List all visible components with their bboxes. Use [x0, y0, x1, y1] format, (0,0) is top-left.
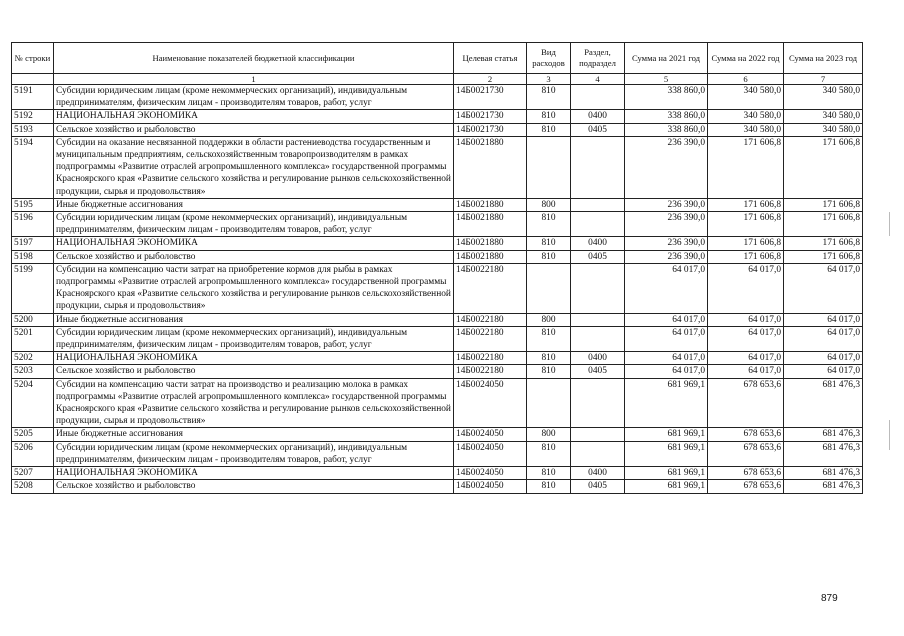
table-row — [12, 212, 863, 237]
sum-2022: 171 606,8 — [708, 237, 784, 250]
expense-type: 810 — [527, 480, 571, 493]
table-row — [12, 441, 863, 466]
table-row — [12, 480, 863, 493]
target-item-code: 14Б0024050 — [454, 378, 527, 428]
sum-2022: 171 606,8 — [708, 198, 784, 211]
section-code — [571, 263, 625, 313]
target-item-code: 14Б0021880 — [454, 198, 527, 211]
sum-2021: 681 969,1 — [625, 378, 708, 428]
sum-2023: 681 476,3 — [784, 428, 863, 441]
sum-2023: 681 476,3 — [784, 480, 863, 493]
target-item-code: 14Б0022180 — [454, 365, 527, 378]
target-item-code: 14Б0021880 — [454, 136, 527, 198]
section-code — [571, 441, 625, 466]
sum-2023: 340 580,0 — [784, 85, 863, 110]
column-number: 1 — [54, 74, 454, 85]
target-item-code: 14Б0021880 — [454, 250, 527, 263]
sum-2021: 681 969,1 — [625, 480, 708, 493]
indicator-name: НАЦИОНАЛЬНАЯ ЭКОНОМИКА — [54, 467, 454, 480]
expense-type: 810 — [527, 467, 571, 480]
sum-2023: 64 017,0 — [784, 352, 863, 365]
header-sum-2022: Сумма на 2022 год — [708, 43, 784, 74]
sum-2023: 171 606,8 — [784, 250, 863, 263]
section-code: 0400 — [571, 467, 625, 480]
sum-2022: 340 580,0 — [708, 85, 784, 110]
sum-2022: 678 653,6 — [708, 378, 784, 428]
sum-2021: 64 017,0 — [625, 352, 708, 365]
row-number: 5202 — [12, 352, 54, 365]
expense-type: 810 — [527, 326, 571, 351]
row-number: 5193 — [12, 123, 54, 136]
sum-2021: 236 390,0 — [625, 212, 708, 237]
indicator-name: Субсидии на компенсацию части затрат на производство и реализацию молока в рамках подпрограммы «Развитие отраслей агропромышленного комплекса» государственной программы Красноярского края «Развитие сельского хозяйства и регулирование рынков сельскохозяйственной продукции, сырья и продовольствия» — [54, 378, 454, 428]
sum-2022: 64 017,0 — [708, 326, 784, 351]
indicator-name: Субсидии юридическим лицам (кроме некоммерческих организаций), индивидуальным предпринимателям, физическим лицам - производителям товаров, работ, услуг — [54, 326, 454, 351]
column-number: 4 — [571, 74, 625, 85]
sum-2023: 64 017,0 — [784, 326, 863, 351]
header-indicator-name: Наименование показателей бюджетной классификации — [54, 43, 454, 74]
sum-2021: 236 390,0 — [625, 198, 708, 211]
section-code — [571, 428, 625, 441]
target-item-code: 14Б0021730 — [454, 123, 527, 136]
sum-2021: 681 969,1 — [625, 441, 708, 466]
expense-type — [527, 136, 571, 198]
indicator-name: Сельское хозяйство и рыболовство — [54, 365, 454, 378]
section-code: 0400 — [571, 237, 625, 250]
row-number: 5197 — [12, 237, 54, 250]
sum-2021: 64 017,0 — [625, 365, 708, 378]
column-number — [12, 74, 54, 85]
column-number: 3 — [527, 74, 571, 85]
page-number: 879 — [821, 593, 838, 604]
indicator-name: Сельское хозяйство и рыболовство — [54, 480, 454, 493]
section-code — [571, 326, 625, 351]
row-number: 5207 — [12, 467, 54, 480]
section-code — [571, 378, 625, 428]
section-code: 0405 — [571, 123, 625, 136]
section-code: 0400 — [571, 352, 625, 365]
sum-2022: 340 580,0 — [708, 123, 784, 136]
section-code — [571, 85, 625, 110]
indicator-name: Сельское хозяйство и рыболовство — [54, 123, 454, 136]
section-code: 0405 — [571, 480, 625, 493]
section-code — [571, 313, 625, 326]
expense-type: 810 — [527, 250, 571, 263]
target-item-code: 14Б0022180 — [454, 263, 527, 313]
target-item-code: 14Б0024050 — [454, 467, 527, 480]
header-target-item: Целевая статья — [454, 43, 527, 74]
table-row — [12, 378, 863, 428]
row-number: 5196 — [12, 212, 54, 237]
sum-2022: 171 606,8 — [708, 250, 784, 263]
sum-2023: 171 606,8 — [784, 212, 863, 237]
indicator-name: Субсидии юридическим лицам (кроме некоммерческих организаций), индивидуальным предпринимателям, физическим лицам - производителям товаров, работ, услуг — [54, 212, 454, 237]
table-row — [12, 136, 863, 198]
scan-edge-mark — [889, 212, 890, 236]
sum-2021: 236 390,0 — [625, 136, 708, 198]
table-row — [12, 326, 863, 351]
table-row — [12, 123, 863, 136]
target-item-code: 14Б0021880 — [454, 237, 527, 250]
target-item-code: 14Б0021730 — [454, 110, 527, 123]
sum-2021: 64 017,0 — [625, 326, 708, 351]
table-row — [12, 365, 863, 378]
expense-type — [527, 378, 571, 428]
sum-2023: 64 017,0 — [784, 263, 863, 313]
sum-2023: 681 476,3 — [784, 441, 863, 466]
row-number: 5205 — [12, 428, 54, 441]
sum-2022: 678 653,6 — [708, 467, 784, 480]
row-number: 5204 — [12, 378, 54, 428]
sum-2022: 340 580,0 — [708, 110, 784, 123]
expense-type: 810 — [527, 365, 571, 378]
sum-2023: 340 580,0 — [784, 123, 863, 136]
table-row — [12, 250, 863, 263]
column-number: 7 — [784, 74, 863, 85]
column-number: 2 — [454, 74, 527, 85]
row-number: 5201 — [12, 326, 54, 351]
indicator-name: Субсидии юридическим лицам (кроме некоммерческих организаций), индивидуальным предпринимателям, физическим лицам - производителям товаров, работ, услуг — [54, 85, 454, 110]
section-code — [571, 136, 625, 198]
row-number: 5194 — [12, 136, 54, 198]
sum-2023: 171 606,8 — [784, 198, 863, 211]
indicator-name: НАЦИОНАЛЬНАЯ ЭКОНОМИКА — [54, 110, 454, 123]
target-item-code: 14Б0024050 — [454, 428, 527, 441]
sum-2022: 64 017,0 — [708, 365, 784, 378]
sum-2021: 64 017,0 — [625, 263, 708, 313]
target-item-code: 14Б0021730 — [454, 85, 527, 110]
sum-2021: 681 969,1 — [625, 467, 708, 480]
target-item-code: 14Б0024050 — [454, 441, 527, 466]
expense-type: 800 — [527, 428, 571, 441]
sum-2021: 236 390,0 — [625, 237, 708, 250]
budget-table — [11, 42, 863, 494]
table-row — [12, 352, 863, 365]
indicator-name: Иные бюджетные ассигнования — [54, 428, 454, 441]
scan-edge-mark — [889, 420, 890, 450]
section-code: 0405 — [571, 250, 625, 263]
sum-2022: 64 017,0 — [708, 263, 784, 313]
indicator-name: Субсидии на компенсацию части затрат на приобретение кормов для рыбы в рамках подпрограммы «Развитие отраслей агропромышленного комплекса» государственной программы Красноярского края «Развитие сельского хозяйства и регулирование рынков сельскохозяйственной продукции, сырья и продовольствия» — [54, 263, 454, 313]
expense-type: 800 — [527, 313, 571, 326]
table-row — [12, 110, 863, 123]
target-item-code: 14Б0024050 — [454, 480, 527, 493]
row-number: 5208 — [12, 480, 54, 493]
row-number: 5203 — [12, 365, 54, 378]
target-item-code: 14Б0021880 — [454, 212, 527, 237]
expense-type: 810 — [527, 85, 571, 110]
sum-2023: 681 476,3 — [784, 378, 863, 428]
sum-2022: 171 606,8 — [708, 212, 784, 237]
table-row — [12, 85, 863, 110]
indicator-name: Субсидии на оказание несвязанной поддержки в области растениеводства государственным и муниципальным предприятиям, сельскохозяйственным товаропроизводителям в рамках подпрограммы «Развитие отраслей агропромышленного комплекса» государственной программы Красноярского края «Развитие сельского хозяйства и регулирование рынков сельскохозяйственной продукции, сырья и продовольствия» — [54, 136, 454, 198]
sum-2023: 64 017,0 — [784, 313, 863, 326]
indicator-name: Субсидии юридическим лицам (кроме некоммерческих организаций), индивидуальным предпринимателям, физическим лицам - производителям товаров, работ, услуг — [54, 441, 454, 466]
indicator-name: НАЦИОНАЛЬНАЯ ЭКОНОМИКА — [54, 237, 454, 250]
header-sum-2023: Сумма на 2023 год — [784, 43, 863, 74]
sum-2022: 64 017,0 — [708, 313, 784, 326]
table-row — [12, 467, 863, 480]
expense-type: 800 — [527, 198, 571, 211]
header-row — [12, 43, 863, 74]
header-expense-type: Вид расходов — [527, 43, 571, 74]
sum-2021: 64 017,0 — [625, 313, 708, 326]
sum-2021: 236 390,0 — [625, 250, 708, 263]
expense-type — [527, 263, 571, 313]
table-row — [12, 237, 863, 250]
column-number: 5 — [625, 74, 708, 85]
sum-2022: 678 653,6 — [708, 480, 784, 493]
indicator-name: НАЦИОНАЛЬНАЯ ЭКОНОМИКА — [54, 352, 454, 365]
sum-2023: 340 580,0 — [784, 110, 863, 123]
expense-type: 810 — [527, 110, 571, 123]
sum-2022: 64 017,0 — [708, 352, 784, 365]
target-item-code: 14Б0022180 — [454, 326, 527, 351]
table-row — [12, 428, 863, 441]
header-sum-2021: Сумма на 2021 год — [625, 43, 708, 74]
section-code: 0405 — [571, 365, 625, 378]
sum-2023: 171 606,8 — [784, 237, 863, 250]
indicator-name: Иные бюджетные ассигнования — [54, 313, 454, 326]
expense-type: 810 — [527, 123, 571, 136]
expense-type: 810 — [527, 352, 571, 365]
header-row-number: № строки — [12, 43, 54, 74]
header-section: Раздел, подраздел — [571, 43, 625, 74]
sum-2022: 678 653,6 — [708, 428, 784, 441]
indicator-name: Сельское хозяйство и рыболовство — [54, 250, 454, 263]
row-number: 5191 — [12, 85, 54, 110]
indicator-name: Иные бюджетные ассигнования — [54, 198, 454, 211]
expense-type: 810 — [527, 212, 571, 237]
section-code: 0400 — [571, 110, 625, 123]
expense-type: 810 — [527, 237, 571, 250]
sum-2021: 338 860,0 — [625, 110, 708, 123]
sum-2021: 338 860,0 — [625, 123, 708, 136]
sum-2022: 171 606,8 — [708, 136, 784, 198]
sum-2021: 338 860,0 — [625, 85, 708, 110]
table-row — [12, 198, 863, 211]
row-number: 5198 — [12, 250, 54, 263]
table-row — [12, 263, 863, 313]
target-item-code: 14Б0022180 — [454, 313, 527, 326]
table-row — [12, 313, 863, 326]
section-code — [571, 198, 625, 211]
section-code — [571, 212, 625, 237]
sum-2022: 678 653,6 — [708, 441, 784, 466]
row-number: 5199 — [12, 263, 54, 313]
row-number: 5192 — [12, 110, 54, 123]
row-number: 5200 — [12, 313, 54, 326]
sum-2023: 64 017,0 — [784, 365, 863, 378]
row-number: 5206 — [12, 441, 54, 466]
expense-type: 810 — [527, 441, 571, 466]
column-number-row — [12, 74, 863, 85]
row-number: 5195 — [12, 198, 54, 211]
sum-2023: 171 606,8 — [784, 136, 863, 198]
column-number: 6 — [708, 74, 784, 85]
target-item-code: 14Б0022180 — [454, 352, 527, 365]
sum-2023: 681 476,3 — [784, 467, 863, 480]
sum-2021: 681 969,1 — [625, 428, 708, 441]
